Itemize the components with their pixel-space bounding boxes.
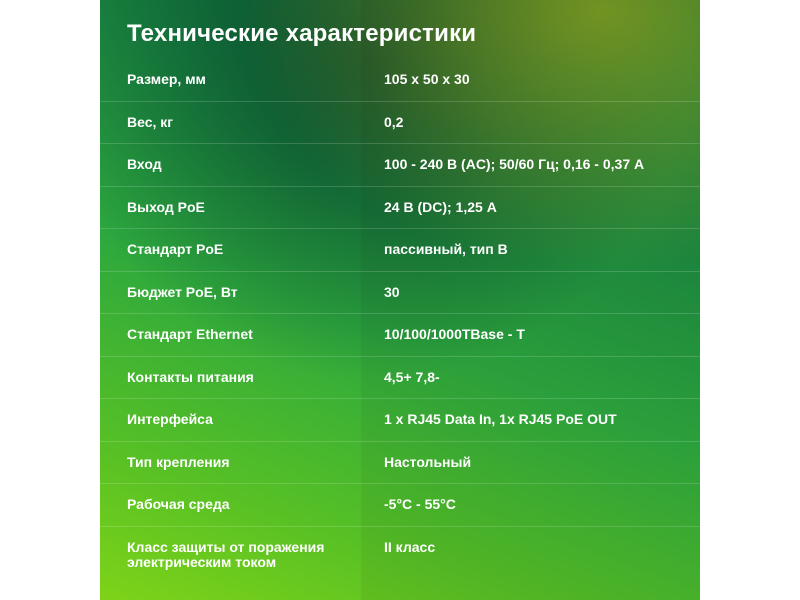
spec-row-poe-budget [100,272,700,315]
spec-value: 10/100/1000TBase - T [384,326,525,342]
spec-label: Бюджет PoE, Вт [127,283,238,300]
spec-label: Вес, кг [127,113,174,130]
page-title: Технические характеристики [127,20,477,47]
spec-row-weight [100,102,700,145]
spec-row-poe-standard [100,229,700,272]
spec-row-ethernet-standard [100,314,700,357]
spec-value: 105 x 50 x 30 [384,71,470,87]
spec-value: 24 В (DC); 1,25 А [384,198,497,215]
spec-row-interfaces [100,399,700,442]
spec-label: Вход [127,156,162,172]
specs-table [100,59,700,587]
specs-card [100,0,700,600]
spec-row-input [100,144,700,187]
spec-value: 4,5+ 7,8- [384,368,440,385]
spec-value: пассивный, тип B [384,241,508,257]
spec-value: 30 [384,283,400,300]
spec-row-mounting [100,442,700,485]
spec-label: Класс защиты от поражения электрическим током [127,538,325,570]
spec-value: 1 x RJ45 Data In, 1x RJ45 PoE OUT [384,411,617,427]
spec-row-power-pins [100,357,700,400]
spec-row-protection-class [100,527,700,587]
spec-label: Стандарт PoE [127,241,224,257]
spec-label: Размер, мм [127,71,206,87]
spec-value: II класс [384,538,436,555]
spec-label: Тип крепления [127,453,230,470]
spec-row-size [100,59,700,102]
spec-label: Интерфейса [127,411,213,427]
spec-label: Стандарт Ethernet [127,326,253,342]
spec-label: Выход PoE [127,198,205,215]
spec-value: 0,2 [384,113,404,130]
spec-value: -5°C - 55°C [384,496,456,512]
spec-row-operating-environment [100,484,700,527]
spec-row-poe-output [100,187,700,230]
spec-label: Рабочая среда [127,496,230,512]
spec-label: Контакты питания [127,368,254,385]
spec-value: 100 - 240 В (AC); 50/60 Гц; 0,16 - 0,37 А [384,156,645,172]
spec-value: Настольный [384,453,472,470]
